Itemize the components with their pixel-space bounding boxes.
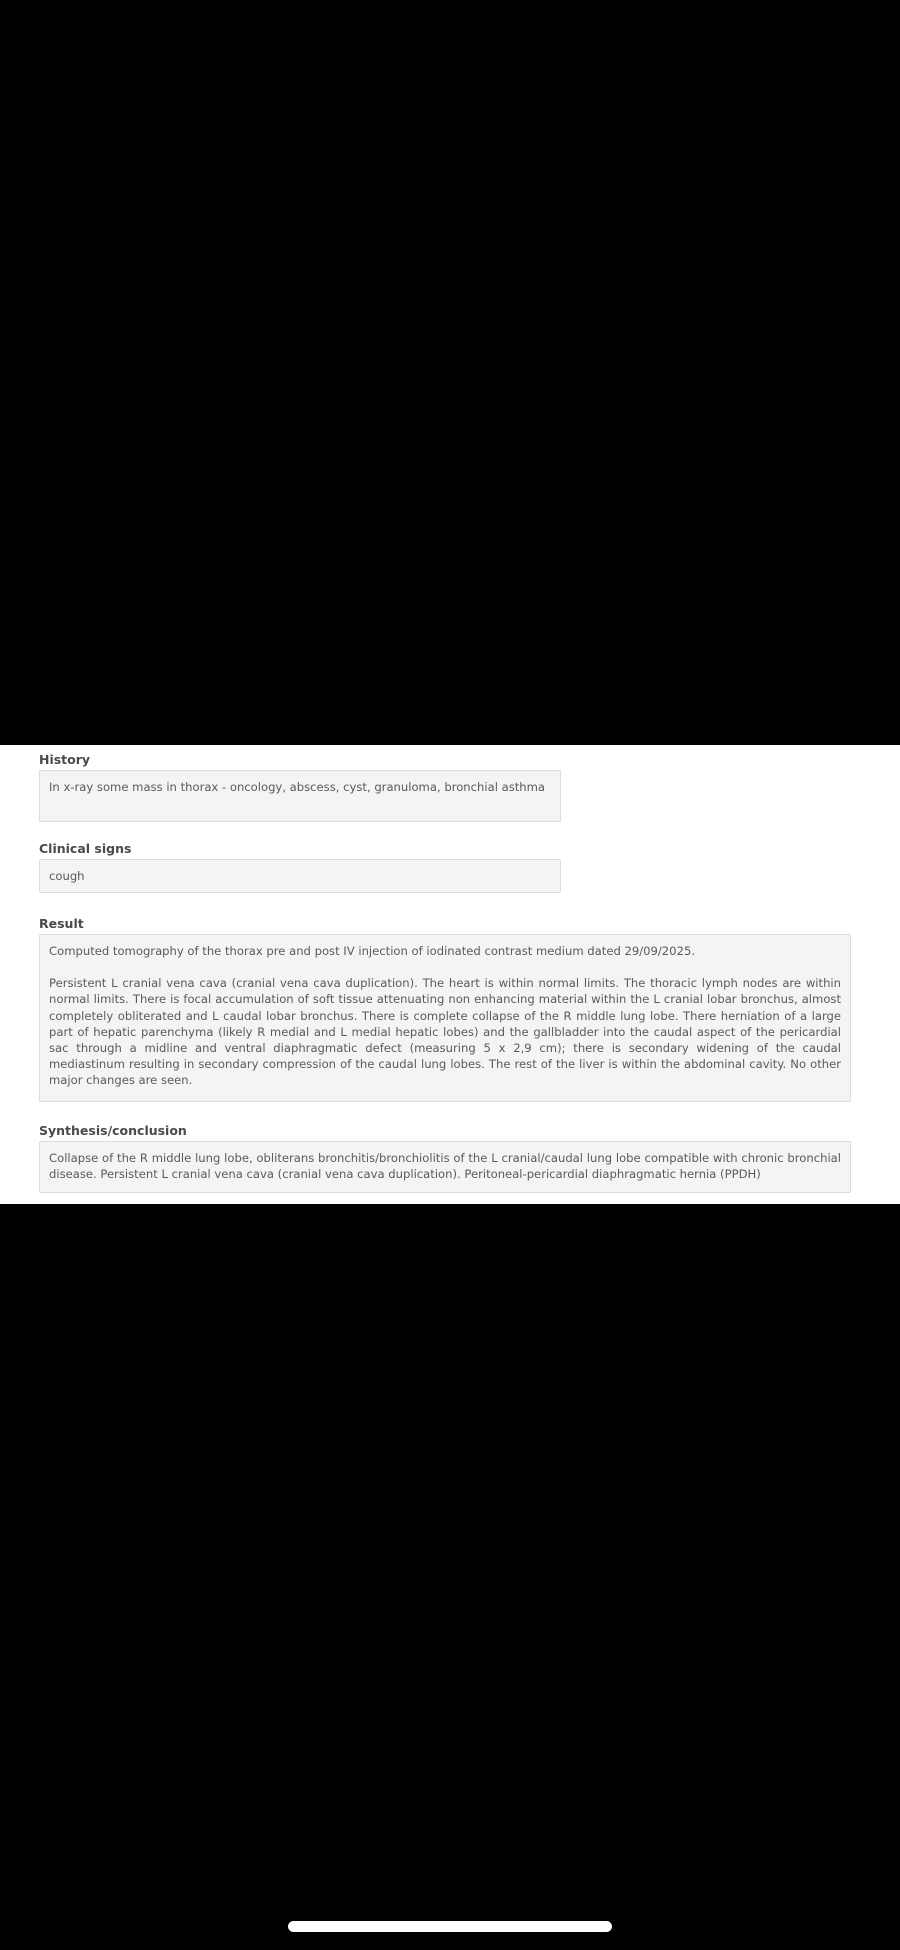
clinical-signs-text: cough (49, 869, 85, 883)
history-text: In x-ray some mass in thorax - oncology, abscess, cyst, granuloma, bronchial asthma (49, 780, 546, 794)
home-indicator[interactable] (288, 1921, 612, 1932)
report-panel (0, 745, 900, 1204)
result-heading: Result (39, 916, 84, 931)
history-heading: History (39, 752, 91, 767)
result-paragraph: Persistent L cranial vena cava (cranial vena cava duplication). The heart is within normal limits. The thoracic lymph nodes are within normal limits. There is focal accumulation of soft tissue attenuating non enhancing material within the L cranial lobar bronchus, almost completely obliterated and L caudal lobar bronchus. There is complete collapse of the R middle lung lobe. There herniation of a large part of hepatic parenchyma (likely R medial and L medial hepatic lobes) and the gallbladder into the caudal aspect of the pericardial sac through a midline and ventral diaphragmatic defect (measuring 5 x 2,9 cm); there is secondary widening of the caudal mediastinum resulting in secondary compression of the caudal lung lobes. The rest of the liver is within the abdominal cavity. No other major changes are seen. (49, 976, 841, 1088)
result-paragraph: Computed tomography of the thorax pre and post IV injection of iodinated contrast medium dated 29/09/2025. (49, 944, 696, 958)
conclusion-text: Collapse of the R middle lung lobe, obliterans bronchitis/bronchiolitis of the L cranial/caudal lung lobe compatible with chronic bronchial disease. Persistent L cranial vena cava (cranial vena cava duplication). Peritoneal-pericardial diaphragmatic hernia (PPDH) (49, 1151, 841, 1182)
history-field[interactable] (39, 770, 561, 822)
conclusion-heading: Synthesis/conclusion (39, 1123, 187, 1138)
result-field[interactable] (39, 934, 851, 1102)
clinical-signs-field[interactable] (39, 859, 561, 893)
clinical-signs-heading: Clinical signs (39, 841, 132, 856)
conclusion-field[interactable] (39, 1141, 851, 1193)
